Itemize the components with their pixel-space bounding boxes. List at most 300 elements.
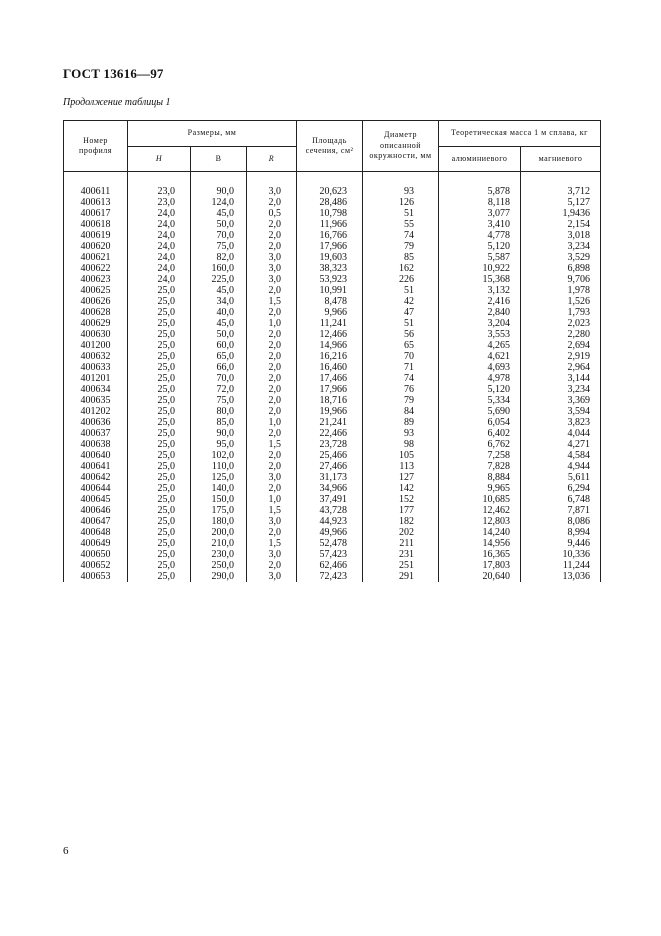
cell-diameter: 226 bbox=[363, 274, 439, 285]
table-row bbox=[64, 252, 601, 263]
cell-B: 40,0 bbox=[191, 307, 247, 318]
cell-mass-mg: 6,748 bbox=[521, 494, 601, 505]
cell-mass-mg: 2,154 bbox=[521, 219, 601, 230]
cell-diameter: 291 bbox=[363, 571, 439, 582]
cell-profile: 400613 bbox=[64, 197, 128, 208]
table-row bbox=[64, 549, 601, 560]
cell-H: 25,0 bbox=[128, 296, 191, 307]
table-row bbox=[64, 230, 601, 241]
cell-area: 23,728 bbox=[297, 439, 363, 450]
table-row bbox=[64, 329, 601, 340]
cell-H: 24,0 bbox=[128, 241, 191, 252]
cell-profile: 400652 bbox=[64, 560, 128, 571]
cell-mass-al: 12,803 bbox=[439, 516, 521, 527]
header-H: H bbox=[128, 147, 191, 172]
cell-profile: 400621 bbox=[64, 252, 128, 263]
cell-R: 2,0 bbox=[247, 340, 297, 351]
cell-mass-al: 14,956 bbox=[439, 538, 521, 549]
cell-H: 24,0 bbox=[128, 219, 191, 230]
cell-area: 27,466 bbox=[297, 461, 363, 472]
cell-B: 175,0 bbox=[191, 505, 247, 516]
cell-profile: 400636 bbox=[64, 417, 128, 428]
cell-B: 90,0 bbox=[191, 428, 247, 439]
cell-diameter: 56 bbox=[363, 329, 439, 340]
table-row bbox=[64, 219, 601, 230]
cell-H: 23,0 bbox=[128, 186, 191, 197]
cell-mass-mg: 3,369 bbox=[521, 395, 601, 406]
cell-R: 3,0 bbox=[247, 252, 297, 263]
cell-H: 25,0 bbox=[128, 538, 191, 549]
cell-H: 25,0 bbox=[128, 494, 191, 505]
cell-R: 2,0 bbox=[247, 395, 297, 406]
cell-R: 1,5 bbox=[247, 439, 297, 450]
cell-mass-al: 3,553 bbox=[439, 329, 521, 340]
cell-H: 25,0 bbox=[128, 318, 191, 329]
cell-mass-al: 4,978 bbox=[439, 373, 521, 384]
cell-mass-al: 20,640 bbox=[439, 571, 521, 582]
cell-mass-mg: 9,706 bbox=[521, 274, 601, 285]
cell-diameter: 142 bbox=[363, 483, 439, 494]
cell-diameter: 79 bbox=[363, 241, 439, 252]
cell-area: 52,478 bbox=[297, 538, 363, 549]
cell-mass-mg: 3,823 bbox=[521, 417, 601, 428]
cell-profile: 400617 bbox=[64, 208, 128, 219]
cell-H: 25,0 bbox=[128, 406, 191, 417]
cell-B: 210,0 bbox=[191, 538, 247, 549]
table-row bbox=[64, 417, 601, 428]
cell-profile: 400640 bbox=[64, 450, 128, 461]
cell-profile: 400647 bbox=[64, 516, 128, 527]
cell-H: 25,0 bbox=[128, 285, 191, 296]
table-row bbox=[64, 406, 601, 417]
cell-profile: 400629 bbox=[64, 318, 128, 329]
cell-area: 19,966 bbox=[297, 406, 363, 417]
table-row bbox=[64, 307, 601, 318]
cell-mass-al: 5,334 bbox=[439, 395, 521, 406]
cell-H: 25,0 bbox=[128, 505, 191, 516]
cell-mass-mg: 1,978 bbox=[521, 285, 601, 296]
cell-diameter: 51 bbox=[363, 208, 439, 219]
table-row bbox=[64, 483, 601, 494]
cell-area: 20,623 bbox=[297, 186, 363, 197]
table-row bbox=[64, 263, 601, 274]
cell-area: 16,460 bbox=[297, 362, 363, 373]
cell-R: 1,0 bbox=[247, 318, 297, 329]
cell-area: 11,966 bbox=[297, 219, 363, 230]
cell-R: 1,5 bbox=[247, 505, 297, 516]
cell-area: 11,241 bbox=[297, 318, 363, 329]
cell-H: 24,0 bbox=[128, 263, 191, 274]
cell-profile: 400642 bbox=[64, 472, 128, 483]
cell-mass-al: 5,120 bbox=[439, 384, 521, 395]
cell-mass-al: 15,368 bbox=[439, 274, 521, 285]
cell-area: 16,216 bbox=[297, 351, 363, 362]
table-row bbox=[64, 274, 601, 285]
cell-B: 110,0 bbox=[191, 461, 247, 472]
cell-mass-al: 17,803 bbox=[439, 560, 521, 571]
cell-area: 31,173 bbox=[297, 472, 363, 483]
cell-mass-mg: 3,018 bbox=[521, 230, 601, 241]
cell-H: 25,0 bbox=[128, 571, 191, 582]
cell-diameter: 76 bbox=[363, 384, 439, 395]
cell-R: 3,0 bbox=[247, 263, 297, 274]
cell-area: 25,466 bbox=[297, 450, 363, 461]
cell-diameter: 84 bbox=[363, 406, 439, 417]
table-spacer-row bbox=[64, 172, 601, 187]
cell-R: 2,0 bbox=[247, 307, 297, 318]
cell-profile: 401201 bbox=[64, 373, 128, 384]
cell-R: 2,0 bbox=[247, 384, 297, 395]
cell-mass-mg: 3,234 bbox=[521, 241, 601, 252]
header-sizes: Размеры, мм bbox=[128, 121, 297, 147]
cell-mass-al: 4,693 bbox=[439, 362, 521, 373]
cell-area: 14,966 bbox=[297, 340, 363, 351]
cell-profile: 400638 bbox=[64, 439, 128, 450]
cell-B: 45,0 bbox=[191, 318, 247, 329]
table-row bbox=[64, 241, 601, 252]
cell-R: 3,0 bbox=[247, 186, 297, 197]
document-title: ГОСТ 13616—97 bbox=[63, 66, 164, 81]
cell-area: 72,423 bbox=[297, 571, 363, 582]
cell-diameter: 126 bbox=[363, 197, 439, 208]
cell-profile: 400649 bbox=[64, 538, 128, 549]
cell-diameter: 251 bbox=[363, 560, 439, 571]
header-area: Площадь сечения, см² bbox=[297, 121, 363, 172]
header-B: B bbox=[191, 147, 247, 172]
cell-profile: 400630 bbox=[64, 329, 128, 340]
table-row bbox=[64, 538, 601, 549]
cell-area: 38,323 bbox=[297, 263, 363, 274]
cell-B: 75,0 bbox=[191, 395, 247, 406]
cell-B: 75,0 bbox=[191, 241, 247, 252]
cell-H: 25,0 bbox=[128, 527, 191, 538]
cell-R: 2,0 bbox=[247, 406, 297, 417]
cell-B: 124,0 bbox=[191, 197, 247, 208]
cell-profile: 400635 bbox=[64, 395, 128, 406]
cell-mass-al: 9,965 bbox=[439, 483, 521, 494]
cell-area: 21,241 bbox=[297, 417, 363, 428]
cell-R: 1,0 bbox=[247, 417, 297, 428]
cell-profile: 400632 bbox=[64, 351, 128, 362]
cell-B: 70,0 bbox=[191, 230, 247, 241]
cell-mass-mg: 8,994 bbox=[521, 527, 601, 538]
cell-area: 53,923 bbox=[297, 274, 363, 285]
cell-H: 25,0 bbox=[128, 428, 191, 439]
cell-B: 66,0 bbox=[191, 362, 247, 373]
cell-area: 22,466 bbox=[297, 428, 363, 439]
cell-area: 8,478 bbox=[297, 296, 363, 307]
cell-mass-al: 3,132 bbox=[439, 285, 521, 296]
cell-profile: 400645 bbox=[64, 494, 128, 505]
cell-mass-mg: 3,529 bbox=[521, 252, 601, 263]
cell-H: 25,0 bbox=[128, 450, 191, 461]
cell-B: 80,0 bbox=[191, 406, 247, 417]
table-row bbox=[64, 505, 601, 516]
cell-B: 125,0 bbox=[191, 472, 247, 483]
cell-H: 25,0 bbox=[128, 549, 191, 560]
cell-mass-al: 5,587 bbox=[439, 252, 521, 263]
cell-area: 57,423 bbox=[297, 549, 363, 560]
cell-diameter: 182 bbox=[363, 516, 439, 527]
cell-area: 12,466 bbox=[297, 329, 363, 340]
cell-R: 2,0 bbox=[247, 373, 297, 384]
cell-mass-mg: 4,044 bbox=[521, 428, 601, 439]
cell-B: 45,0 bbox=[191, 285, 247, 296]
cell-R: 2,0 bbox=[247, 241, 297, 252]
cell-mass-mg: 1,9436 bbox=[521, 208, 601, 219]
table-row bbox=[64, 560, 601, 571]
cell-R: 2,0 bbox=[247, 560, 297, 571]
cell-B: 72,0 bbox=[191, 384, 247, 395]
cell-H: 24,0 bbox=[128, 208, 191, 219]
cell-B: 70,0 bbox=[191, 373, 247, 384]
cell-mass-mg: 1,793 bbox=[521, 307, 601, 318]
cell-H: 25,0 bbox=[128, 560, 191, 571]
cell-B: 82,0 bbox=[191, 252, 247, 263]
cell-mass-mg: 4,584 bbox=[521, 450, 601, 461]
cell-B: 65,0 bbox=[191, 351, 247, 362]
table-row bbox=[64, 428, 601, 439]
cell-R: 2,0 bbox=[247, 329, 297, 340]
cell-mass-al: 3,077 bbox=[439, 208, 521, 219]
cell-mass-mg: 5,127 bbox=[521, 197, 601, 208]
cell-mass-al: 6,762 bbox=[439, 439, 521, 450]
cell-diameter: 177 bbox=[363, 505, 439, 516]
header-aluminium: алюминиевого bbox=[439, 147, 521, 172]
table-body bbox=[64, 172, 601, 583]
cell-H: 25,0 bbox=[128, 472, 191, 483]
cell-diameter: 211 bbox=[363, 538, 439, 549]
cell-diameter: 152 bbox=[363, 494, 439, 505]
cell-R: 2,0 bbox=[247, 197, 297, 208]
cell-mass-mg: 9,446 bbox=[521, 538, 601, 549]
page-number: 6 bbox=[63, 845, 69, 857]
cell-mass-al: 10,685 bbox=[439, 494, 521, 505]
cell-profile: 400623 bbox=[64, 274, 128, 285]
header-diameter: Диаметр описанной окружности, мм bbox=[363, 121, 439, 172]
cell-R: 2,0 bbox=[247, 230, 297, 241]
cell-R: 1,5 bbox=[247, 296, 297, 307]
cell-profile: 400633 bbox=[64, 362, 128, 373]
table-row bbox=[64, 285, 601, 296]
cell-mass-al: 3,410 bbox=[439, 219, 521, 230]
cell-area: 17,966 bbox=[297, 241, 363, 252]
cell-area: 44,923 bbox=[297, 516, 363, 527]
cell-mass-al: 8,118 bbox=[439, 197, 521, 208]
cell-mass-mg: 1,526 bbox=[521, 296, 601, 307]
cell-diameter: 93 bbox=[363, 428, 439, 439]
table-row bbox=[64, 439, 601, 450]
cell-H: 25,0 bbox=[128, 417, 191, 428]
cell-diameter: 70 bbox=[363, 351, 439, 362]
table-row bbox=[64, 395, 601, 406]
cell-mass-mg: 8,086 bbox=[521, 516, 601, 527]
cell-area: 17,466 bbox=[297, 373, 363, 384]
cell-B: 230,0 bbox=[191, 549, 247, 560]
cell-profile: 400625 bbox=[64, 285, 128, 296]
cell-mass-mg: 11,244 bbox=[521, 560, 601, 571]
cell-profile: 400618 bbox=[64, 219, 128, 230]
cell-B: 50,0 bbox=[191, 329, 247, 340]
cell-mass-al: 16,365 bbox=[439, 549, 521, 560]
cell-R: 2,0 bbox=[247, 461, 297, 472]
cell-mass-al: 5,878 bbox=[439, 186, 521, 197]
cell-R: 1,5 bbox=[247, 538, 297, 549]
cell-mass-mg: 2,694 bbox=[521, 340, 601, 351]
cell-mass-al: 14,240 bbox=[439, 527, 521, 538]
cell-profile: 400641 bbox=[64, 461, 128, 472]
cell-mass-al: 8,884 bbox=[439, 472, 521, 483]
cell-diameter: 79 bbox=[363, 395, 439, 406]
cell-diameter: 98 bbox=[363, 439, 439, 450]
cell-mass-mg: 2,280 bbox=[521, 329, 601, 340]
cell-diameter: 51 bbox=[363, 285, 439, 296]
cell-mass-al: 4,621 bbox=[439, 351, 521, 362]
cell-profile: 400646 bbox=[64, 505, 128, 516]
profiles-table bbox=[63, 120, 601, 582]
cell-B: 60,0 bbox=[191, 340, 247, 351]
cell-area: 43,728 bbox=[297, 505, 363, 516]
cell-mass-mg: 6,294 bbox=[521, 483, 601, 494]
cell-H: 25,0 bbox=[128, 439, 191, 450]
header-R: R bbox=[247, 147, 297, 172]
cell-profile: 401202 bbox=[64, 406, 128, 417]
cell-B: 140,0 bbox=[191, 483, 247, 494]
cell-R: 2,0 bbox=[247, 428, 297, 439]
cell-H: 24,0 bbox=[128, 274, 191, 285]
cell-diameter: 42 bbox=[363, 296, 439, 307]
cell-area: 10,798 bbox=[297, 208, 363, 219]
cell-profile: 400648 bbox=[64, 527, 128, 538]
header-theoretical-mass: Теоретическая масса 1 м сплава, кг bbox=[439, 121, 601, 147]
cell-B: 34,0 bbox=[191, 296, 247, 307]
cell-diameter: 65 bbox=[363, 340, 439, 351]
cell-diameter: 105 bbox=[363, 450, 439, 461]
cell-H: 23,0 bbox=[128, 197, 191, 208]
table-row bbox=[64, 318, 601, 329]
cell-B: 180,0 bbox=[191, 516, 247, 527]
table-row bbox=[64, 340, 601, 351]
cell-B: 290,0 bbox=[191, 571, 247, 582]
cell-diameter: 162 bbox=[363, 263, 439, 274]
cell-diameter: 202 bbox=[363, 527, 439, 538]
table-row bbox=[64, 450, 601, 461]
cell-B: 200,0 bbox=[191, 527, 247, 538]
cell-mass-mg: 2,023 bbox=[521, 318, 601, 329]
cell-area: 9,966 bbox=[297, 307, 363, 318]
cell-B: 95,0 bbox=[191, 439, 247, 450]
table-row bbox=[64, 186, 601, 197]
cell-R: 2,0 bbox=[247, 362, 297, 373]
cell-H: 24,0 bbox=[128, 230, 191, 241]
cell-R: 2,0 bbox=[247, 483, 297, 494]
table-row bbox=[64, 208, 601, 219]
cell-mass-mg: 10,336 bbox=[521, 549, 601, 560]
cell-profile: 400628 bbox=[64, 307, 128, 318]
cell-profile: 400611 bbox=[64, 186, 128, 197]
cell-profile: 400653 bbox=[64, 571, 128, 582]
cell-H: 25,0 bbox=[128, 516, 191, 527]
cell-B: 85,0 bbox=[191, 417, 247, 428]
cell-mass-mg: 3,594 bbox=[521, 406, 601, 417]
table-row bbox=[64, 362, 601, 373]
cell-mass-mg: 2,919 bbox=[521, 351, 601, 362]
cell-H: 25,0 bbox=[128, 384, 191, 395]
cell-mass-al: 2,840 bbox=[439, 307, 521, 318]
cell-R: 3,0 bbox=[247, 516, 297, 527]
cell-mass-mg: 5,611 bbox=[521, 472, 601, 483]
table-row bbox=[64, 494, 601, 505]
cell-mass-al: 5,120 bbox=[439, 241, 521, 252]
cell-R: 3,0 bbox=[247, 472, 297, 483]
cell-B: 250,0 bbox=[191, 560, 247, 571]
cell-mass-mg: 4,271 bbox=[521, 439, 601, 450]
cell-R: 2,0 bbox=[247, 219, 297, 230]
table-row bbox=[64, 351, 601, 362]
cell-area: 17,966 bbox=[297, 384, 363, 395]
cell-profile: 400622 bbox=[64, 263, 128, 274]
cell-H: 25,0 bbox=[128, 362, 191, 373]
cell-H: 25,0 bbox=[128, 329, 191, 340]
cell-H: 24,0 bbox=[128, 252, 191, 263]
cell-profile: 400620 bbox=[64, 241, 128, 252]
cell-B: 50,0 bbox=[191, 219, 247, 230]
cell-diameter: 71 bbox=[363, 362, 439, 373]
cell-profile: 400626 bbox=[64, 296, 128, 307]
cell-area: 10,991 bbox=[297, 285, 363, 296]
cell-R: 3,0 bbox=[247, 571, 297, 582]
cell-H: 25,0 bbox=[128, 395, 191, 406]
cell-profile: 400650 bbox=[64, 549, 128, 560]
cell-profile: 400634 bbox=[64, 384, 128, 395]
cell-B: 102,0 bbox=[191, 450, 247, 461]
table-row bbox=[64, 472, 601, 483]
cell-diameter: 74 bbox=[363, 373, 439, 384]
table-row bbox=[64, 516, 601, 527]
cell-mass-mg: 3,144 bbox=[521, 373, 601, 384]
table-row bbox=[64, 527, 601, 538]
cell-mass-mg: 6,898 bbox=[521, 263, 601, 274]
cell-mass-mg: 13,036 bbox=[521, 571, 601, 582]
table-row bbox=[64, 296, 601, 307]
cell-R: 0,5 bbox=[247, 208, 297, 219]
cell-B: 160,0 bbox=[191, 263, 247, 274]
cell-mass-al: 5,690 bbox=[439, 406, 521, 417]
cell-mass-mg: 3,234 bbox=[521, 384, 601, 395]
cell-R: 2,0 bbox=[247, 450, 297, 461]
cell-H: 25,0 bbox=[128, 483, 191, 494]
cell-mass-mg: 2,964 bbox=[521, 362, 601, 373]
table-row bbox=[64, 373, 601, 384]
cell-mass-al: 6,054 bbox=[439, 417, 521, 428]
cell-mass-mg: 4,944 bbox=[521, 461, 601, 472]
cell-profile: 400644 bbox=[64, 483, 128, 494]
cell-diameter: 127 bbox=[363, 472, 439, 483]
cell-profile: 400619 bbox=[64, 230, 128, 241]
cell-diameter: 89 bbox=[363, 417, 439, 428]
cell-mass-al: 7,828 bbox=[439, 461, 521, 472]
cell-diameter: 85 bbox=[363, 252, 439, 263]
cell-B: 45,0 bbox=[191, 208, 247, 219]
cell-mass-al: 4,265 bbox=[439, 340, 521, 351]
table-row bbox=[64, 461, 601, 472]
cell-diameter: 55 bbox=[363, 219, 439, 230]
cell-B: 150,0 bbox=[191, 494, 247, 505]
cell-B: 90,0 bbox=[191, 186, 247, 197]
cell-area: 34,966 bbox=[297, 483, 363, 494]
table-continuation-caption: Продолжение таблицы 1 bbox=[63, 97, 171, 108]
cell-mass-al: 10,922 bbox=[439, 263, 521, 274]
